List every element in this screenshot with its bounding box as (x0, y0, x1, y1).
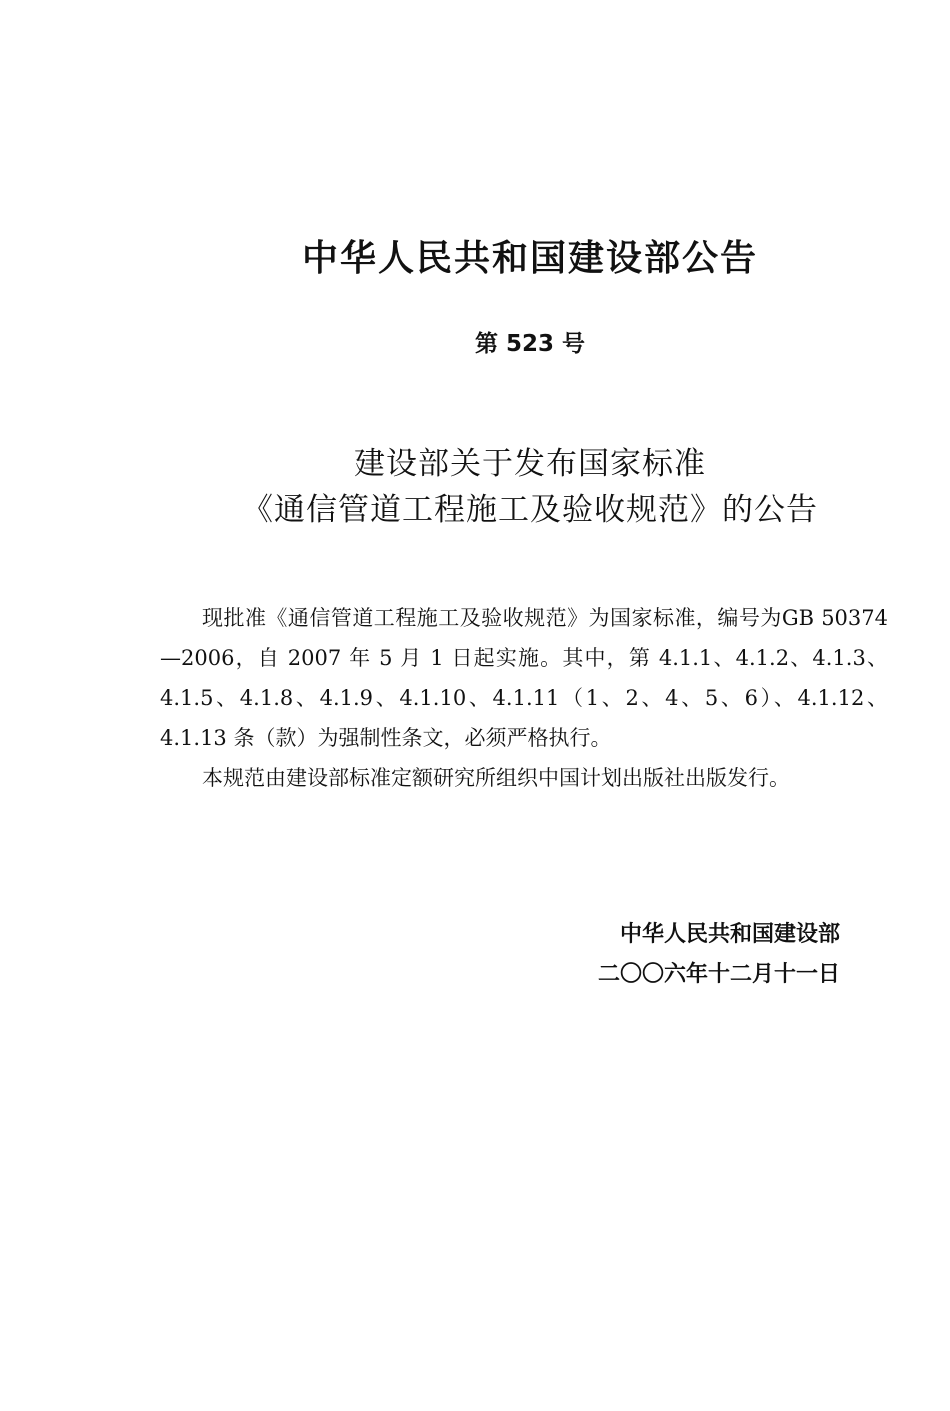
signature-block (540, 915, 840, 995)
announcement-number: 第 523 号 (474, 331, 586, 357)
body-paragraph-approval: 现批准《通信管道工程施工及验收规范》为国家标准，编号为GB 50374—2006，自 2007 年 5 月 1 日起实施。其中，第 4.1.1、4.1.2、4.1.3、4.1.5、4.1.8、4.1.9、4.1.10、4.1.11（1、2、4、5、6）、4.1.12、4.1.13 条（款）为强制性条文，必须严格执行。 (160, 606, 888, 750)
issue-date: 二〇〇六年十二月十一日 (597, 962, 840, 987)
body-paragraph-publisher: 本规范由建设部标准定额研究所组织中国计划出版社出版发行。 (202, 766, 790, 790)
issuer-name: 中华人民共和国建设部 (619, 922, 840, 947)
announcement-subtitle-line2: 《通信管道工程施工及验收规范》的公告 (242, 492, 818, 528)
announcement-body (160, 598, 888, 798)
announcement-subtitle-line1: 建设部关于发布国家标准 (354, 446, 706, 482)
announcement-header: 中华人民共和国建设部公告 (301, 238, 758, 279)
